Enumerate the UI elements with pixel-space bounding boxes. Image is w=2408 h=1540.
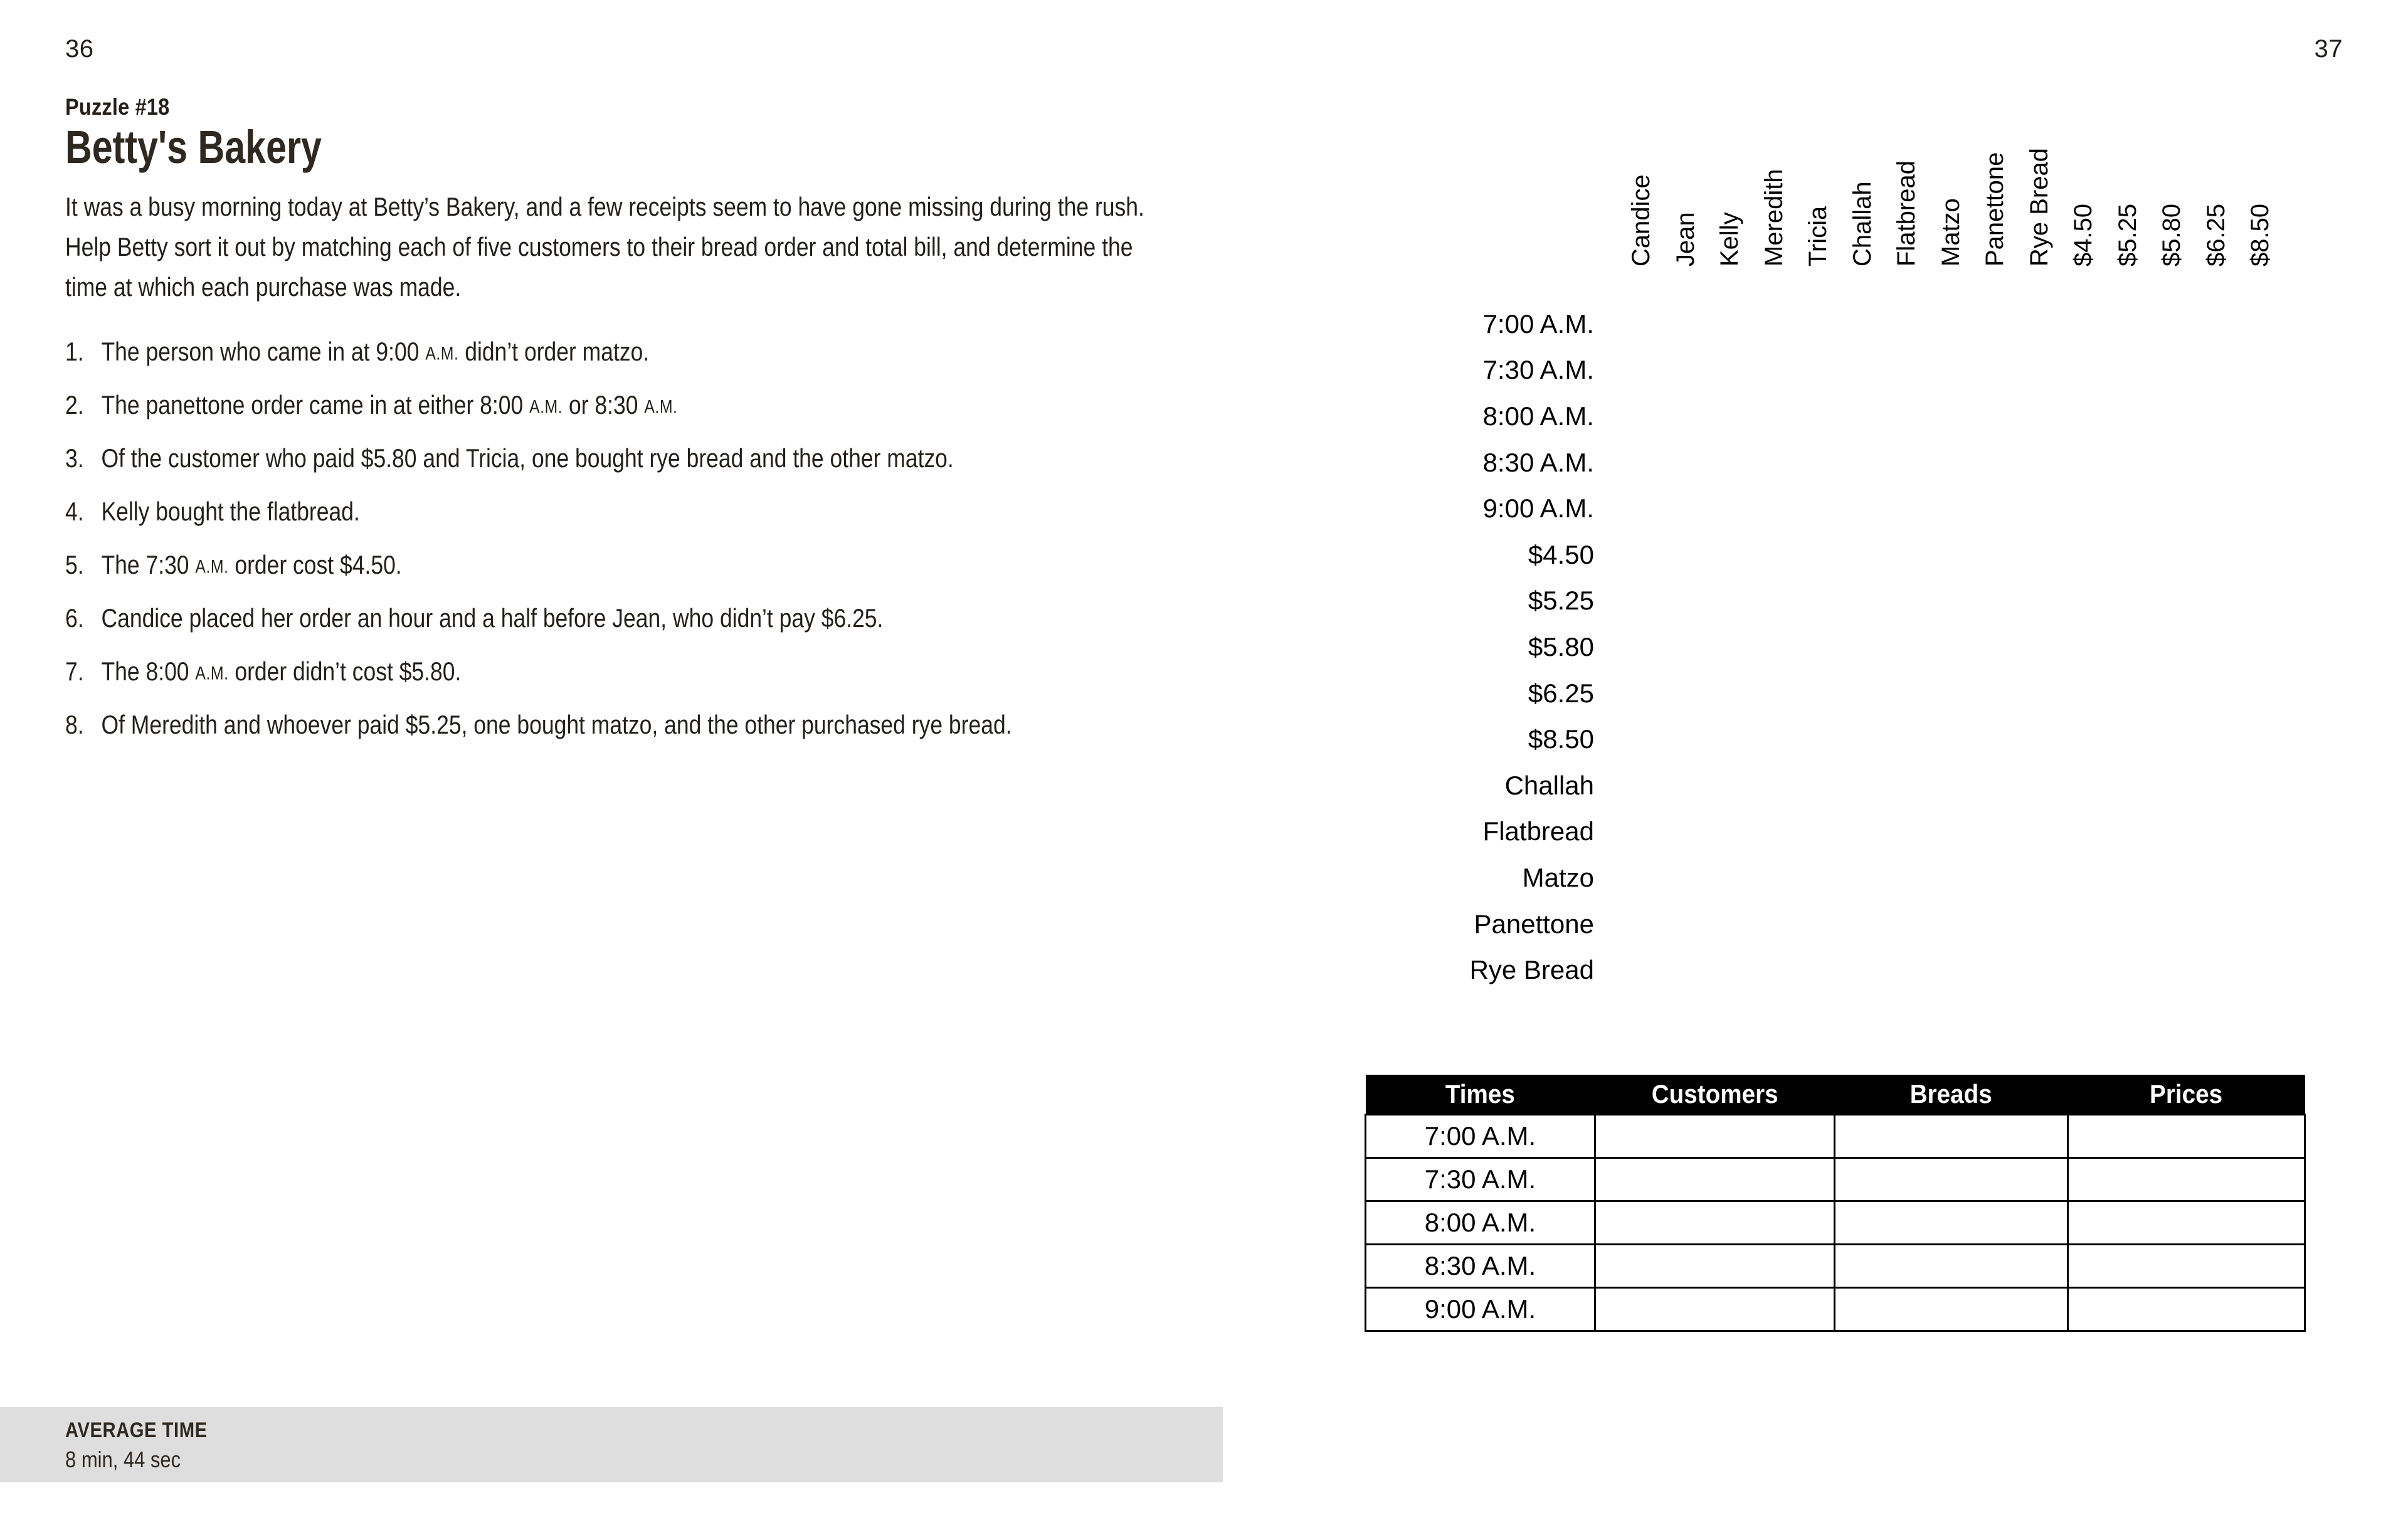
grid-cell[interactable] [1639, 532, 1683, 578]
answer-header-breads: Breads [1835, 1075, 2068, 1115]
clue-text-pre: Kelly bought the flatbread. [101, 497, 360, 527]
clue-number: 3. [65, 443, 84, 473]
grid-corner-spacer-2 [1393, 95, 1594, 125]
grid-empty-region [1815, 855, 2258, 901]
grid-empty-region [1815, 947, 2258, 993]
row-label-bread-3: Panettone [1474, 909, 1594, 939]
grid-cell[interactable] [1639, 809, 1683, 855]
column-header-challah: Challah [1848, 181, 1876, 266]
clue-text-pre: Of the customer who paid $5.80 and Tricia, one bought rye bread and the other matzo. [101, 443, 954, 473]
clue-smallcaps-2: A.M. [644, 396, 678, 418]
column-header-price-850: $8.50 [2246, 203, 2274, 266]
grid-cell[interactable] [1682, 670, 1727, 717]
grid-cell[interactable] [1682, 762, 1727, 809]
average-time-value: 8 min, 44 sec [65, 1447, 181, 1472]
answer-bread-3[interactable] [1835, 1245, 2068, 1288]
grid-cell[interactable] [1815, 670, 1860, 717]
list-item [65, 438, 1150, 478]
grid-cell[interactable] [1771, 578, 1815, 625]
grid-empty-region [2036, 670, 2258, 717]
column-header-rye-bread: Rye Bread [2025, 148, 2053, 266]
grid-cell[interactable] [1727, 947, 1772, 993]
grid-cell[interactable] [1904, 624, 1948, 670]
answer-customer-2[interactable] [1595, 1201, 1835, 1245]
grid-cell[interactable] [1904, 670, 1948, 717]
logic-grid[interactable] [1365, 95, 2274, 993]
grid-cell[interactable] [1594, 578, 1639, 625]
column-header-meredith: Meredith [1760, 169, 1788, 266]
grid-cell[interactable] [1594, 440, 1639, 486]
grid-cell[interactable] [2036, 347, 2081, 394]
grid-cell[interactable] [2081, 393, 2125, 440]
grid-cell[interactable] [1727, 301, 1772, 347]
grid-empty-region [2036, 532, 2258, 578]
answer-bread-1[interactable] [1835, 1158, 2068, 1201]
table-row [1366, 1201, 2305, 1245]
grid-cell[interactable] [1948, 670, 1992, 717]
answer-price-0[interactable] [2068, 1115, 2305, 1158]
row-label-price-1: $5.25 [1528, 586, 1594, 616]
grid-cell[interactable] [1771, 855, 1815, 901]
grid-cell[interactable] [1594, 347, 1639, 394]
answer-time-0: 7:00 A.M. [1366, 1115, 1595, 1158]
answer-price-1[interactable] [2068, 1158, 2305, 1201]
grid-cell[interactable] [1771, 947, 1815, 993]
answer-customer-1[interactable] [1595, 1158, 1835, 1201]
puzzle-number: Puzzle #18 [65, 94, 170, 120]
answer-time-2: 8:00 A.M. [1366, 1201, 1595, 1245]
answer-time-3: 8:30 A.M. [1366, 1245, 1595, 1288]
grid-cell[interactable] [1771, 301, 1815, 347]
grid-cell[interactable] [1682, 716, 1727, 762]
grid-cell[interactable] [1727, 440, 1772, 486]
grid-cell[interactable] [1727, 809, 1772, 855]
grid-cell[interactable] [1682, 578, 1727, 625]
table-row [1366, 1158, 2305, 1201]
grid-cell[interactable] [2125, 440, 2169, 486]
grid-cell[interactable] [1639, 347, 1683, 394]
grid-spacer [1393, 125, 1594, 301]
answer-price-3[interactable] [2068, 1245, 2305, 1288]
clue-number: 7. [65, 657, 84, 687]
grid-cell[interactable] [1992, 485, 2037, 532]
list-item [65, 651, 1150, 691]
grid-cell[interactable] [1727, 393, 1772, 440]
grid-cell[interactable] [1815, 301, 1860, 347]
page-number-right: 37 [2314, 35, 2343, 63]
grid-cell[interactable] [1904, 532, 1948, 578]
grid-cell[interactable] [1771, 901, 1815, 947]
grid-cell[interactable] [1859, 440, 1904, 486]
column-header-jean: Jean [1671, 212, 1699, 266]
list-item [65, 492, 1150, 531]
row-label-bread-2: Matzo [1522, 862, 1594, 892]
grid-cell[interactable] [1992, 301, 2037, 347]
row-label-bread-1: Flatbread [1482, 816, 1594, 846]
column-header-panettone: Panettone [1981, 152, 2009, 266]
clue-number: 4. [65, 497, 84, 527]
grid-cell[interactable] [1992, 393, 2037, 440]
grid-cell[interactable] [1859, 301, 1904, 347]
column-header-price-625: $6.25 [2202, 203, 2230, 266]
page-number-left: 36 [65, 35, 94, 63]
grid-cell[interactable] [1639, 393, 1683, 440]
average-time-label: AVERAGE TIME [65, 1418, 208, 1442]
clue-smallcaps: A.M. [195, 556, 229, 578]
grid-empty-region [1815, 762, 2258, 809]
grid-cell[interactable] [1727, 762, 1772, 809]
clue-text-post: order didn’t cost $5.80. [228, 657, 462, 687]
grid-cell[interactable] [1594, 301, 1639, 347]
grid-cell[interactable] [1594, 624, 1639, 670]
column-header-price-580: $5.80 [2158, 203, 2185, 266]
grid-cell[interactable] [1771, 670, 1815, 717]
grid-empty-region [1815, 901, 2258, 947]
grid-cell[interactable] [1859, 578, 1904, 625]
grid-cell[interactable] [1815, 532, 1860, 578]
grid-cell[interactable] [1682, 809, 1727, 855]
row-label-time-0: 7:00 A.M. [1482, 309, 1594, 339]
row-label-time-1: 7:30 A.M. [1482, 355, 1594, 385]
grid-cell[interactable] [1594, 485, 1639, 532]
grid-cell[interactable] [1992, 440, 2037, 486]
grid-cell[interactable] [1682, 624, 1727, 670]
row-label-time-3: 8:30 A.M. [1482, 447, 1594, 477]
grid-cell[interactable] [1771, 532, 1815, 578]
grid-cell[interactable] [1948, 440, 1992, 486]
grid-cell[interactable] [1815, 485, 1860, 532]
grid-spacer [1365, 125, 1393, 301]
grid-cell[interactable] [1815, 578, 1860, 625]
grid-cell[interactable] [1771, 347, 1815, 394]
grid-cell[interactable] [1639, 624, 1683, 670]
grid-cell[interactable] [2213, 301, 2258, 347]
grid-cell[interactable] [1639, 762, 1683, 809]
grid-empty-region [2036, 624, 2258, 670]
page-title: Betty's Bakery [65, 121, 322, 173]
clue-list [65, 332, 1150, 744]
grid-cell[interactable] [1727, 670, 1772, 717]
category-header-prices: Prices [2110, 95, 2184, 125]
row-label-time-2: 8:00 A.M. [1482, 401, 1594, 431]
clue-text-pre: The 8:00 [101, 657, 196, 687]
grid-cell[interactable] [2169, 485, 2214, 532]
row-label-price-2: $5.80 [1528, 631, 1594, 662]
list-item [65, 545, 1150, 584]
answer-price-4[interactable] [2068, 1288, 2305, 1331]
grid-cell[interactable] [1639, 901, 1683, 947]
grid-cell[interactable] [2125, 301, 2169, 347]
grid-cell[interactable] [2036, 301, 2081, 347]
answer-header-customers: Customers [1595, 1075, 1835, 1115]
grid-cell[interactable] [1859, 347, 1904, 394]
grid-cell[interactable] [1727, 578, 1772, 625]
clue-number: 8. [65, 710, 84, 740]
grid-cell[interactable] [2169, 347, 2214, 394]
grid-cell[interactable] [1639, 440, 1683, 486]
grid-cell[interactable] [2036, 485, 2081, 532]
grid-cell[interactable] [1639, 947, 1683, 993]
grid-cell[interactable] [1594, 393, 1639, 440]
grid-cell[interactable] [1992, 670, 2037, 717]
grid-cell[interactable] [2125, 393, 2169, 440]
table-row [1366, 1115, 2305, 1158]
grid-empty-region [2036, 716, 2258, 762]
grid-cell[interactable] [1682, 301, 1727, 347]
side-label-breads: Breads [1365, 836, 1393, 917]
clue-smallcaps: A.M. [195, 663, 229, 684]
clue-smallcaps: A.M. [425, 343, 459, 364]
grid-cell[interactable] [1904, 393, 1948, 440]
grid-cell[interactable] [2036, 440, 2081, 486]
grid-cell[interactable] [1682, 901, 1727, 947]
answer-header-prices: Prices [2068, 1075, 2305, 1115]
clue-text-post: order cost $4.50. [228, 550, 402, 580]
grid-cell[interactable] [2213, 485, 2258, 532]
grid-cell[interactable] [1727, 347, 1772, 394]
grid-cell[interactable] [1727, 716, 1772, 762]
grid-cell[interactable] [1639, 716, 1683, 762]
grid-cell[interactable] [1639, 301, 1683, 347]
answer-price-2[interactable] [2068, 1201, 2305, 1245]
answer-bread-0[interactable] [1835, 1115, 2068, 1158]
grid-cell[interactable] [1948, 532, 1992, 578]
grid-corner-spacer [1365, 95, 1393, 125]
grid-cell[interactable] [1727, 901, 1772, 947]
list-item [65, 705, 1150, 744]
grid-cell[interactable] [2169, 301, 2214, 347]
grid-cell[interactable] [1594, 809, 1639, 855]
grid-cell[interactable] [1682, 393, 1727, 440]
grid-cell[interactable] [1771, 716, 1815, 762]
grid-cell[interactable] [1771, 440, 1815, 486]
grid-cell[interactable] [1948, 301, 1992, 347]
grid-cell[interactable] [1815, 440, 1860, 486]
clue-text-pre: The 7:30 [101, 550, 196, 580]
answer-bread-2[interactable] [1835, 1201, 2068, 1245]
side-label-prices: Prices [1365, 610, 1393, 682]
grid-cell[interactable] [1594, 855, 1639, 901]
row-label-price-4: $8.50 [1528, 724, 1594, 754]
grid-cell[interactable] [1948, 716, 1992, 762]
grid-cell[interactable] [2213, 440, 2258, 486]
grid-cell[interactable] [1992, 532, 2037, 578]
grid-cell[interactable] [1639, 855, 1683, 901]
grid-cell[interactable] [1948, 393, 1992, 440]
grid-cell[interactable] [1859, 670, 1904, 717]
clue-number: 6. [65, 603, 84, 633]
grid-empty-region [1815, 809, 2258, 855]
grid-cell[interactable] [1992, 347, 2037, 394]
answer-time-4: 9:00 A.M. [1366, 1288, 1595, 1331]
grid-cell[interactable] [1904, 578, 1948, 625]
grid-cell[interactable] [1682, 532, 1727, 578]
list-item [65, 332, 1150, 371]
grid-cell[interactable] [1859, 393, 1904, 440]
grid-cell[interactable] [2081, 301, 2125, 347]
grid-cell[interactable] [1682, 347, 1727, 394]
grid-cell[interactable] [1948, 624, 1992, 670]
grid-cell[interactable] [1727, 624, 1772, 670]
grid-cell[interactable] [1639, 670, 1683, 717]
column-header-flatbread: Flatbread [1893, 161, 1920, 266]
answer-bread-4[interactable] [1835, 1288, 2068, 1331]
grid-cell[interactable] [1594, 532, 1639, 578]
clue-text-mid: or 8:30 [562, 390, 645, 420]
grid-cell[interactable] [1815, 347, 1860, 394]
grid-cell[interactable] [1771, 393, 1815, 440]
grid-cell[interactable] [1594, 762, 1639, 809]
row-label-price-3: $6.25 [1528, 678, 1594, 708]
grid-cell[interactable] [1948, 347, 1992, 394]
column-header-kelly: Kelly [1716, 212, 1743, 266]
grid-cell[interactable] [1992, 624, 2037, 670]
grid-cell[interactable] [1639, 578, 1683, 625]
grid-cell[interactable] [1771, 624, 1815, 670]
grid-cell[interactable] [1904, 440, 1948, 486]
grid-cell[interactable] [1904, 301, 1948, 347]
answer-header-times: Times [1366, 1075, 1595, 1115]
column-header-tricia: Tricia [1804, 206, 1832, 266]
clue-text-pre: Candice placed her order an hour and a half before Jean, who didn’t pay $6.25. [101, 603, 884, 633]
grid-cell[interactable] [1594, 716, 1639, 762]
clue-number: 2. [65, 390, 84, 420]
clue-smallcaps: A.M. [529, 396, 563, 418]
clue-text-pre: The panettone order came in at either 8:00 [101, 390, 530, 420]
grid-cell[interactable] [2081, 347, 2125, 394]
grid-cell[interactable] [1948, 485, 1992, 532]
grid-cell[interactable] [1859, 485, 1904, 532]
grid-cell[interactable] [1859, 624, 1904, 670]
table-row [1366, 1288, 2305, 1331]
row-label-price-0: $4.50 [1528, 539, 1594, 569]
grid-cell[interactable] [1682, 440, 1727, 486]
grid-cell[interactable] [1992, 578, 2037, 625]
grid-cell[interactable] [1815, 624, 1860, 670]
row-label-time-4: 9:00 A.M. [1482, 493, 1594, 524]
column-header-matzo: Matzo [1936, 198, 1965, 266]
grid-cell[interactable] [1859, 532, 1904, 578]
grid-cell[interactable] [2169, 393, 2214, 440]
table-row [1366, 1245, 2305, 1288]
clue-text-pre: Of Meredith and whoever paid $5.25, one bought matzo, and the other purchased rye bread. [101, 710, 1012, 740]
grid-cell[interactable] [1594, 947, 1639, 993]
puzzle-text-column [65, 94, 1150, 758]
answer-customer-4[interactable] [1595, 1288, 1835, 1331]
answer-time-1: 7:30 A.M. [1366, 1158, 1595, 1201]
column-header-candice: Candice [1627, 174, 1655, 266]
list-item [65, 385, 1150, 425]
list-item [65, 598, 1150, 638]
average-time-block [65, 1418, 208, 1473]
clue-number: 5. [65, 550, 84, 580]
grid-cell[interactable] [1904, 485, 1948, 532]
grid-cell[interactable] [1682, 947, 1727, 993]
column-header-price-525: $5.25 [2113, 203, 2141, 266]
grid-cell[interactable] [1992, 716, 2037, 762]
answer-customer-0[interactable] [1595, 1115, 1835, 1158]
grid-cell[interactable] [1682, 485, 1727, 532]
grid-cell[interactable] [2081, 440, 2125, 486]
side-label-times: Times [1365, 381, 1393, 450]
grid-empty-region [2036, 578, 2258, 625]
grid-cell[interactable] [1904, 716, 1948, 762]
grid-cell[interactable] [1859, 716, 1904, 762]
column-header-price-450: $4.50 [2069, 203, 2097, 266]
grid-cell[interactable] [1815, 393, 1860, 440]
grid-cell[interactable] [1771, 809, 1815, 855]
category-header-customers: Customers [1640, 95, 1769, 125]
grid-cell[interactable] [1682, 855, 1727, 901]
grid-cell[interactable] [2125, 347, 2169, 394]
grid-cell[interactable] [1771, 762, 1815, 809]
grid-cell[interactable] [2036, 393, 2081, 440]
grid-cell[interactable] [2081, 485, 2125, 532]
row-label-bread-4: Rye Bread [1469, 955, 1594, 985]
clue-number: 1. [65, 337, 84, 367]
row-label-bread-0: Challah [1504, 770, 1594, 800]
answer-customer-3[interactable] [1595, 1245, 1835, 1288]
grid-cell[interactable] [1727, 855, 1772, 901]
answer-table[interactable] [1365, 1075, 2306, 1332]
grid-cell[interactable] [1904, 347, 1948, 394]
clue-text-pre: The person who came in at 9:00 [101, 337, 426, 367]
grid-cell[interactable] [1815, 716, 1860, 762]
grid-cell[interactable] [2169, 440, 2214, 486]
grid-cell[interactable] [1727, 532, 1772, 578]
clue-text-post: didn’t order matzo. [458, 337, 650, 367]
grid-cell[interactable] [1727, 485, 1772, 532]
grid-cell[interactable] [2213, 347, 2258, 394]
category-header-breads: Breads [1884, 95, 1968, 125]
grid-cell[interactable] [2213, 393, 2258, 440]
puzzle-intro: It was a busy morning today at Betty’s Bakery, and a few receipts seem to have gone missing during the rush. Help Betty sort it out by matching each of five customers to their bread order and total bill, and determine the time at which each purchase was made. [65, 192, 1144, 302]
grid-cell[interactable] [1594, 670, 1639, 717]
grid-cell[interactable] [1594, 901, 1639, 947]
grid-cell[interactable] [2125, 485, 2169, 532]
grid-cell[interactable] [1948, 578, 1992, 625]
grid-cell[interactable] [1639, 485, 1683, 532]
grid-cell[interactable] [1771, 485, 1815, 532]
